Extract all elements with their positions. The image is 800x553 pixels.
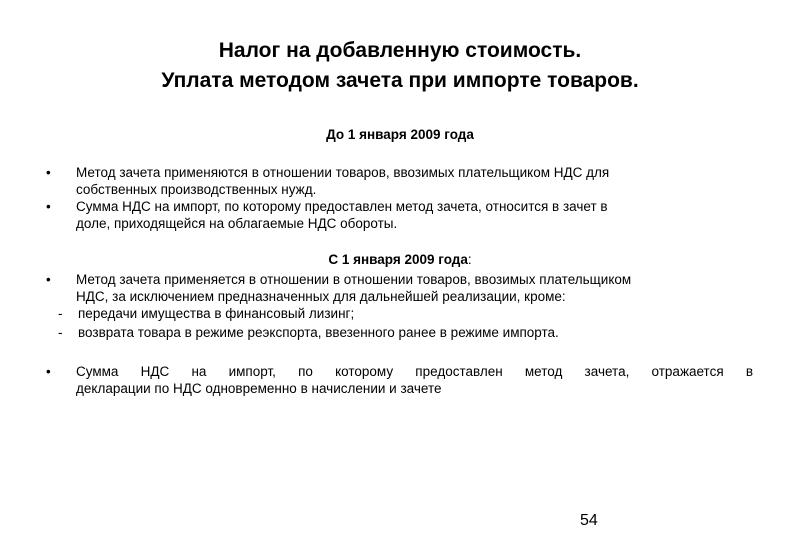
bullet-icon: • [46,364,51,379]
dash-marker: - [58,325,63,340]
page-number: 54 [580,512,598,529]
section-1-item-1 [76,164,753,198]
section-2-item-1-line-2: НДС, за исключением предназначенных для дальнейшей реализации, кроме: [76,289,566,304]
section-2-item-2 [76,363,753,397]
section-1-item-2-line-1: Сумма НДС на импорт, по которому предоставлен метод зачета, относится в зачет в [76,199,608,214]
section-1-heading-text: До 1 января 2009 года [326,127,474,142]
section-2-heading [0,251,800,268]
section-2-item-1-line-1: Метод зачета применяется в отношении в отношении товаров, ввозимых плательщиком [76,272,632,287]
section-1-item-1-line-1: Метод зачета применяются в отношении товаров, ввозимых плательщиком НДС для [76,165,610,180]
section-2-item-1 [76,271,753,305]
slide-title-line-2: Уплата методом зачета при импорте товаров. [161,69,639,92]
dash-marker: - [58,306,63,321]
section-2-item-2-line-2: декларации по НДС одновременно в начислении и зачете [76,381,442,396]
section-1-item-2 [76,198,753,232]
section-1-item-1-line-2: собственных производственных нужд. [76,182,317,197]
section-2-heading-text: С 1 января 2009 года [328,252,468,267]
bullet-icon: • [46,199,51,214]
sub-item-leasing: передачи имущества в финансовый лизинг; [78,306,355,321]
section-1-heading [0,126,800,143]
bullet-icon: • [46,272,51,287]
section-1-item-2-line-2: доле, приходящейся на облагаемые НДС обороты. [76,216,398,231]
bullet-icon: • [46,165,51,180]
slide-title-line-1: Налог на добавленную стоимость. [218,39,582,62]
slide-title [0,36,800,96]
section-2-item-2-line-1: Сумма НДС на импорт, по которому предоставлен метод зачета, отражается в [76,364,753,379]
section-2-heading-colon: : [467,252,472,267]
sub-item-reexport: возврата товара в режиме реэкспорта, ввезенного ранее в режиме импорта. [78,325,559,340]
